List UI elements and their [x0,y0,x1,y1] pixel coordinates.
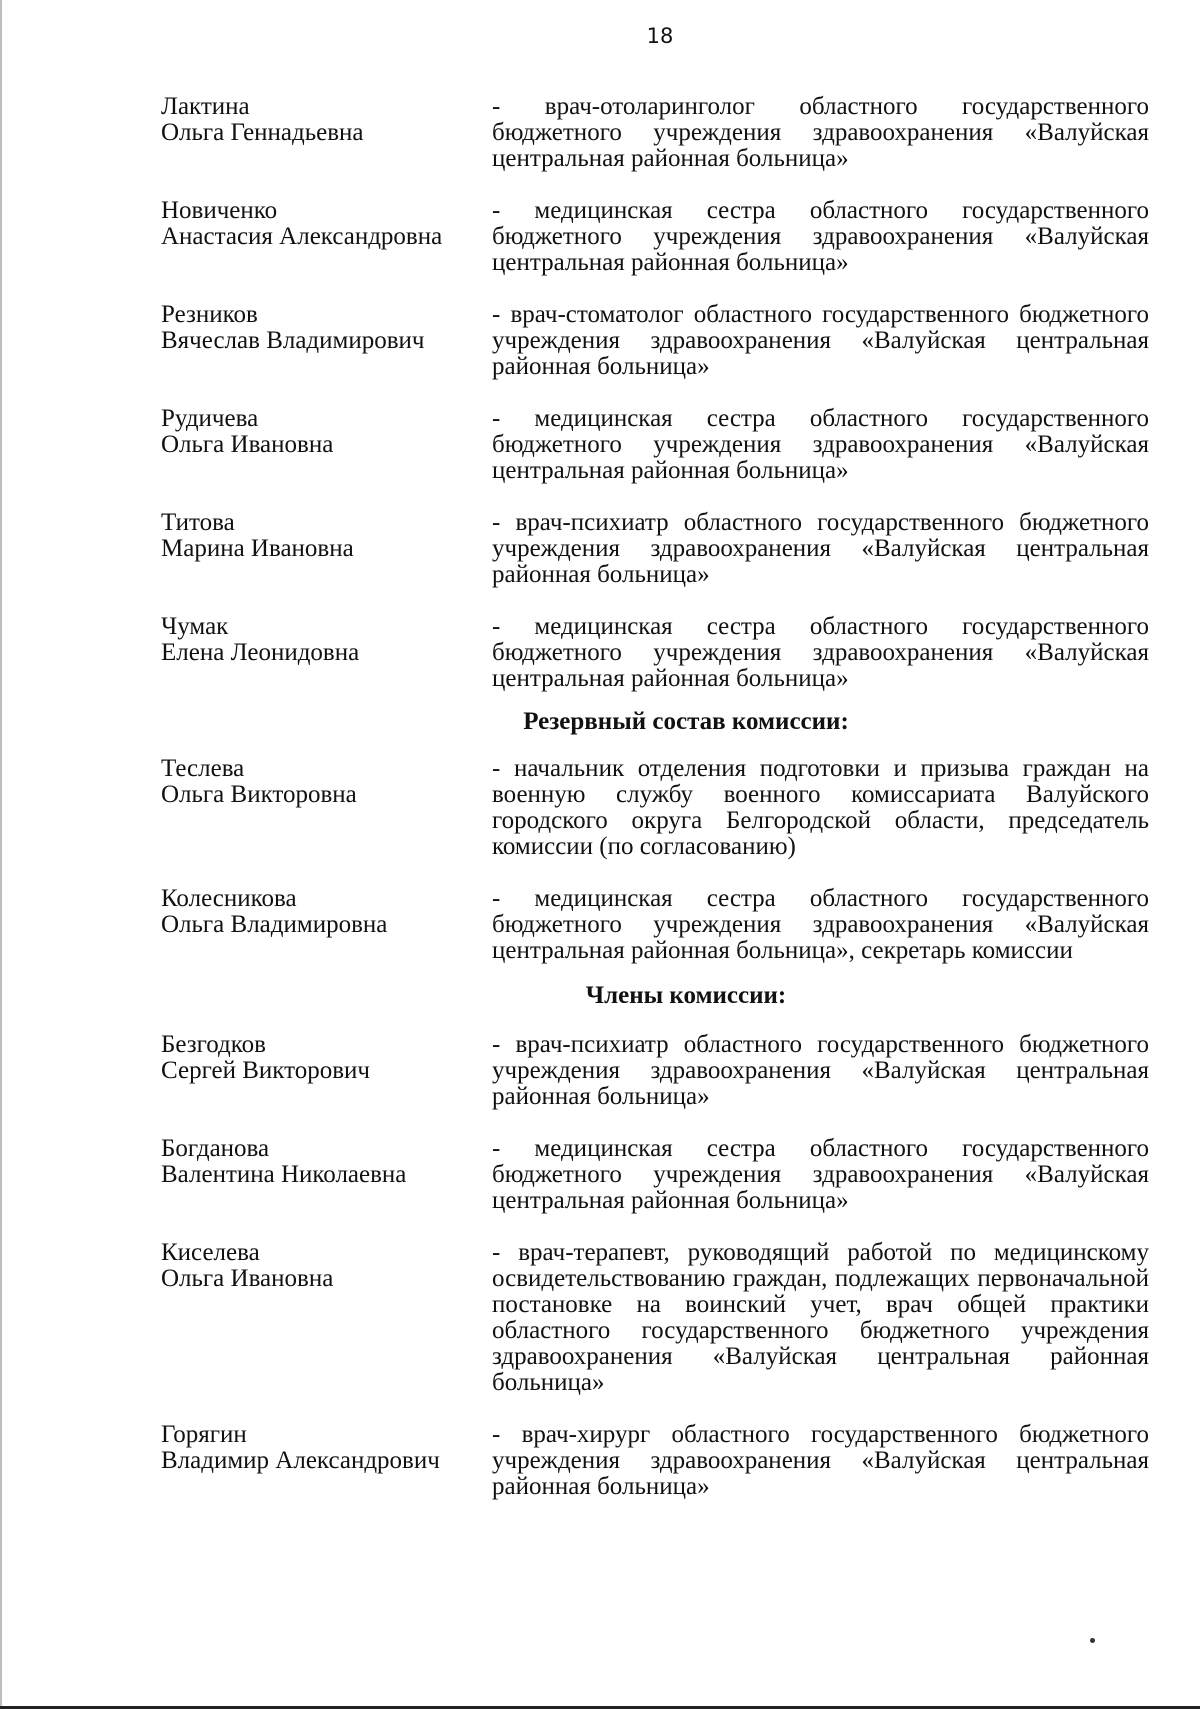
given-names: Елена Леонидовна [161,639,360,666]
surname: Лактина [161,93,250,120]
person-name [161,1422,492,1500]
surname: Резников [161,301,258,328]
given-names: Ольга Ивановна [161,1265,334,1292]
person-name [161,94,492,172]
person-role: - врач-отоларинголог областного государственного бюджетного учреждения здравоохранения «Валуйская центральная районная больница» [492,93,1149,172]
person-name [161,1240,492,1396]
person-name [161,406,492,484]
entry-kolesnikova [161,886,1149,964]
person-role: - медицинская сестра областного государственного бюджетного учреждения здравоохранения «Валуйская центральная районная больница» [492,405,1149,484]
entry-novichenko [161,198,1149,276]
surname: Горягин [161,1421,247,1448]
entry-kiseleva [161,1240,1149,1396]
given-names: Вячеслав Владимирович [161,327,425,354]
entry-goryagin [161,1422,1149,1500]
page-number: 18 [646,24,674,48]
given-names: Валентина Николаевна [161,1161,407,1188]
person-role: - медицинская сестра областного государственного бюджетного учреждения здравоохранения «Валуйская центральная районная больница» [492,197,1149,276]
reserve-section-title: Резервный состав комиссии: [523,708,849,735]
person-role: - начальник отделения подготовки и призыва граждан на военную службу военного комиссариата Валуйского городского округа Белгородской области, председатель комиссии (по согласованию) [492,755,1149,860]
surname: Новиченко [161,197,278,224]
scan-edge-left [0,0,2,1709]
entry-bezgodkov [161,1032,1149,1110]
surname: Титова [161,509,235,536]
surname: Колесникова [161,885,297,912]
surname: Чумак [161,613,229,640]
surname: Киселева [161,1239,260,1266]
given-names: Ольга Геннадьевна [161,119,364,146]
person-role: - медицинская сестра областного государственного бюджетного учреждения здравоохранения «Валуйская центральная районная больница», секретарь комиссии [492,885,1149,964]
person-role: - врач-хирург областного государственного бюджетного учреждения здравоохранения «Валуйская центральная районная больница» [492,1421,1149,1500]
members-section-title: Члены комиссии: [585,982,787,1009]
entry-bogdanova [161,1136,1149,1214]
given-names: Ольга Ивановна [161,431,334,458]
person-name [161,510,492,588]
person-name [161,1136,492,1214]
person-role: - медицинская сестра областного государственного бюджетного учреждения здравоохранения «Валуйская центральная районная больница» [492,1135,1149,1214]
person-role: - врач-психиатр областного государственного бюджетного учреждения здравоохранения «Валуйская центральная районная больница» [492,1031,1149,1110]
surname: Рудичева [161,405,259,432]
surname: Теслева [161,755,245,782]
commission-list [161,94,1149,1500]
entry-chumak [161,614,1149,692]
scan-speck [1090,1638,1095,1643]
entry-tesleva [161,756,1149,860]
person-name [161,614,492,692]
surname: Богданова [161,1135,270,1162]
given-names: Владимир Александрович [161,1447,440,1474]
person-role: - врач-терапевт, руководящий работой по медицинскому освидетельствованию граждан, подлежащих первоначальной постановке на воинский учет, врач общей практики областного государственного бюджетного учреждения здравоохранения «Валуйская центральная районная больница» [492,1239,1149,1396]
surname: Безгодков [161,1031,266,1058]
given-names: Ольга Владимировна [161,911,388,938]
person-role: - врач-психиатр областного государственного бюджетного учреждения здравоохранения «Валуйская центральная районная больница» [492,509,1149,588]
given-names: Ольга Викторовна [161,781,357,808]
person-name [161,302,492,380]
entry-titova [161,510,1149,588]
person-name [161,756,492,860]
entry-reznikov [161,302,1149,380]
person-name [161,1032,492,1110]
person-role: - медицинская сестра областного государственного бюджетного учреждения здравоохранения «Валуйская центральная районная больница» [492,613,1149,692]
person-name [161,886,492,964]
person-name [161,198,492,276]
given-names: Марина Ивановна [161,535,354,562]
person-role: - врач-стоматолог областного государственного бюджетного учреждения здравоохранения «Валуйская центральная районная больница» [492,301,1149,380]
entry-laktina [161,94,1149,172]
given-names: Сергей Викторович [161,1057,370,1084]
entry-rudicheva [161,406,1149,484]
given-names: Анастасия Александровна [161,223,443,250]
